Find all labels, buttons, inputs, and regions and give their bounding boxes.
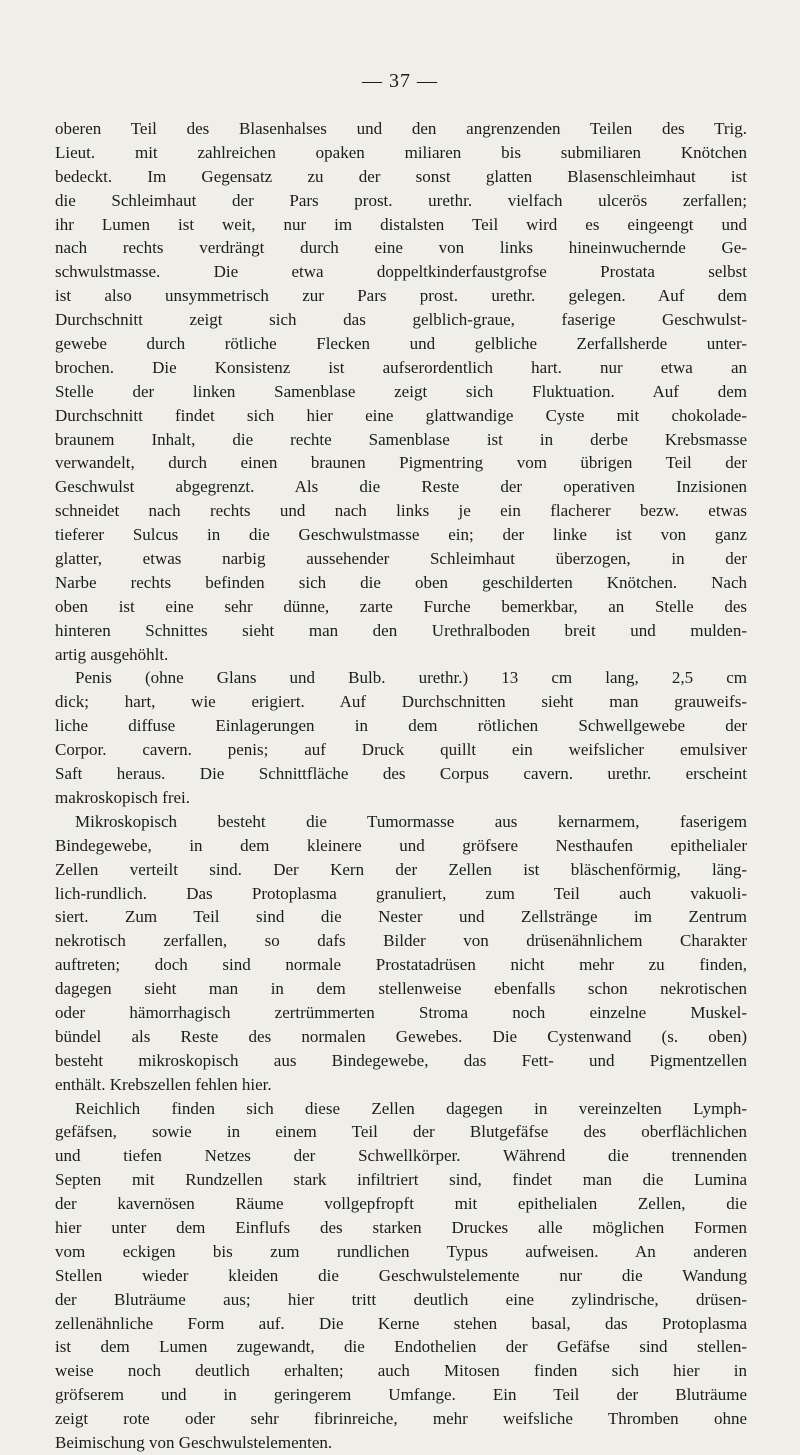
text-line: Geschwulst abgegrenzt. Als die Reste der operativen Inzisionen	[55, 477, 747, 497]
text-line: gefäfsen, sowie in einem Teil der Blutgefäfse des oberflächlichen	[55, 1122, 747, 1142]
text-line: oder hämorrhagisch zertrümmerten Stroma noch einzelne Muskel-	[55, 1002, 747, 1022]
text-line: weise noch deutlich erhalten; auch Mitosen finden sich hier in	[55, 1361, 747, 1381]
text-line: ist also unsymmetrisch zur Pars prost. urethr. gelegen. Auf dem	[55, 286, 747, 306]
text-line: auftreten; doch sind normale Prostatadrüsen nicht mehr zu finden,	[55, 955, 747, 975]
page-number: — 37 —	[362, 70, 438, 92]
text-line: nach rechts verdrängt durch eine von links hineinwuchernde Ge-	[55, 238, 747, 258]
text-line: brochen. Die Konsistenz ist aufserordentlich hart. nur etwa an	[55, 357, 747, 377]
text-line: zellenähnliche Form auf. Die Kerne stehen basal, das Protoplasma	[55, 1313, 747, 1333]
text-line: verwandelt, durch einen braunen Pigmentring vom übrigen Teil der	[55, 453, 747, 473]
text-line: tieferer Sulcus in die Geschwulstmasse ein; der linke ist von ganz	[55, 525, 747, 545]
text-line: siert. Zum Teil sind die Nester und Zellstränge im Zentrum	[55, 907, 747, 927]
text-line: nekrotisch zerfallen, so dafs Bilder von drüsenähnlichem Charakter	[55, 931, 747, 951]
text-line: artig ausgehöhlt.	[55, 644, 169, 664]
text-line: Mikroskopisch besteht die Tumormasse aus kernarmem, faserigem	[75, 811, 747, 831]
text-line: Bindegewebe, in dem kleinere und gröfsere Nesthaufen epithelialer	[55, 835, 747, 855]
text-line: gröfserem und in geringerem Umfange. Ein Teil der Bluträume	[55, 1385, 747, 1405]
body-text	[55, 117, 747, 1455]
text-line: Septen mit Rundzellen stark infiltriert sind, findet man die Lumina	[55, 1170, 747, 1190]
text-line: zeigt rote oder sehr fibrinreiche, mehr weifsliche Thromben ohne	[55, 1409, 747, 1429]
text-line: besteht mikroskopisch aus Bindegewebe, das Fett- und Pigmentzellen	[55, 1050, 747, 1070]
paragraph	[55, 117, 747, 666]
text-line: schneidet nach rechts und nach links je ein flacherer bezw. etwas	[55, 501, 747, 521]
text-line: die Schleimhaut der Pars prost. urethr. vielfach ulcerös zerfallen;	[55, 190, 747, 210]
text-line: gewebe durch rötliche Flecken und gelbliche Zerfallsherde unter-	[55, 334, 747, 354]
paragraph	[55, 1097, 747, 1455]
text-line: Lieut. mit zahlreichen opaken miliaren bis submiliaren Knötchen	[55, 142, 747, 162]
text-line: glatter, etwas narbig aussehender Schleimhaut überzogen, in der	[55, 549, 747, 569]
text-line: Durchschnitt zeigt sich das gelblich-graue, faserige Geschwulst-	[55, 310, 747, 330]
text-line: Zellen verteilt sind. Der Kern der Zellen ist bläschenförmig, läng-	[55, 859, 747, 879]
text-line: Reichlich finden sich diese Zellen dagegen in vereinzelten Lymph-	[75, 1098, 747, 1118]
text-line: dagegen sieht man in dem stellenweise ebenfalls schon nekrotischen	[55, 979, 747, 999]
text-line: oben ist eine sehr dünne, zarte Furche bemerkbar, an Stelle des	[55, 596, 747, 616]
paragraph	[55, 810, 747, 1097]
text-line: Corpor. cavern. penis; auf Druck quillt ein weifslicher emulsiver	[55, 740, 747, 760]
text-line: Beimischung von Geschwulstelementen.	[55, 1432, 333, 1452]
text-line: vom eckigen bis zum rundlichen Typus aufweisen. An anderen	[55, 1241, 747, 1261]
text-line: und tiefen Netzes der Schwellkörper. Während die trennenden	[55, 1146, 747, 1166]
text-line: bedeckt. Im Gegensatz zu der sonst glatten Blasenschleimhaut ist	[55, 166, 747, 186]
text-line: der kavernösen Räume vollgepfropft mit epithelialen Zellen, die	[55, 1194, 747, 1214]
text-line: oberen Teil des Blasenhalses und den angrenzenden Teilen des Trig.	[55, 119, 747, 138]
text-line: Penis (ohne Glans und Bulb. urethr.) 13 cm lang, 2,5 cm	[75, 668, 747, 688]
text-line: hier unter dem Einflufs des starken Druckes alle möglichen Formen	[55, 1217, 747, 1237]
text-line: Stelle der linken Samenblase zeigt sich Fluktuation. Auf dem	[55, 381, 747, 401]
text-line: ist dem Lumen zugewandt, die Endothelien der Gefäfse sind stellen-	[55, 1337, 747, 1357]
text-line: Saft heraus. Die Schnittfläche des Corpus cavern. urethr. erscheint	[55, 764, 747, 784]
text-line: lich-rundlich. Das Protoplasma granuliert, zum Teil auch vakuoli-	[55, 883, 747, 903]
paragraph	[55, 666, 747, 809]
text-line: braunem Inhalt, die rechte Samenblase ist in derbe Krebsmasse	[55, 429, 747, 449]
text-line: makroskopisch frei.	[55, 787, 191, 807]
text-line: der Bluträume aus; hier tritt deutlich eine zylindrische, drüsen-	[55, 1289, 747, 1309]
text-line: Narbe rechts befinden sich die oben geschilderten Knötchen. Nach	[55, 572, 747, 592]
text-line: enthält. Krebszellen fehlen hier.	[55, 1074, 272, 1094]
text-line: schwulstmasse. Die etwa doppeltkinderfaustgrofse Prostata selbst	[55, 262, 747, 282]
text-line: Stellen wieder kleiden die Geschwulstelemente nur die Wandung	[55, 1265, 747, 1285]
text-line: dick; hart, wie erigiert. Auf Durchschnitten sieht man grauweifs-	[55, 692, 747, 712]
text-line: ihr Lumen ist weit, nur im distalsten Teil wird es eingeengt und	[55, 214, 747, 234]
text-line: Durchschnitt findet sich hier eine glattwandige Cyste mit chokolade-	[55, 405, 747, 425]
text-line: hinteren Schnittes sieht man den Urethralboden breit und mulden-	[55, 620, 747, 640]
text-line: bündel als Reste des normalen Gewebes. Die Cystenwand (s. oben)	[55, 1026, 747, 1046]
text-line: liche diffuse Einlagerungen in dem rötlichen Schwellgewebe der	[55, 716, 747, 736]
